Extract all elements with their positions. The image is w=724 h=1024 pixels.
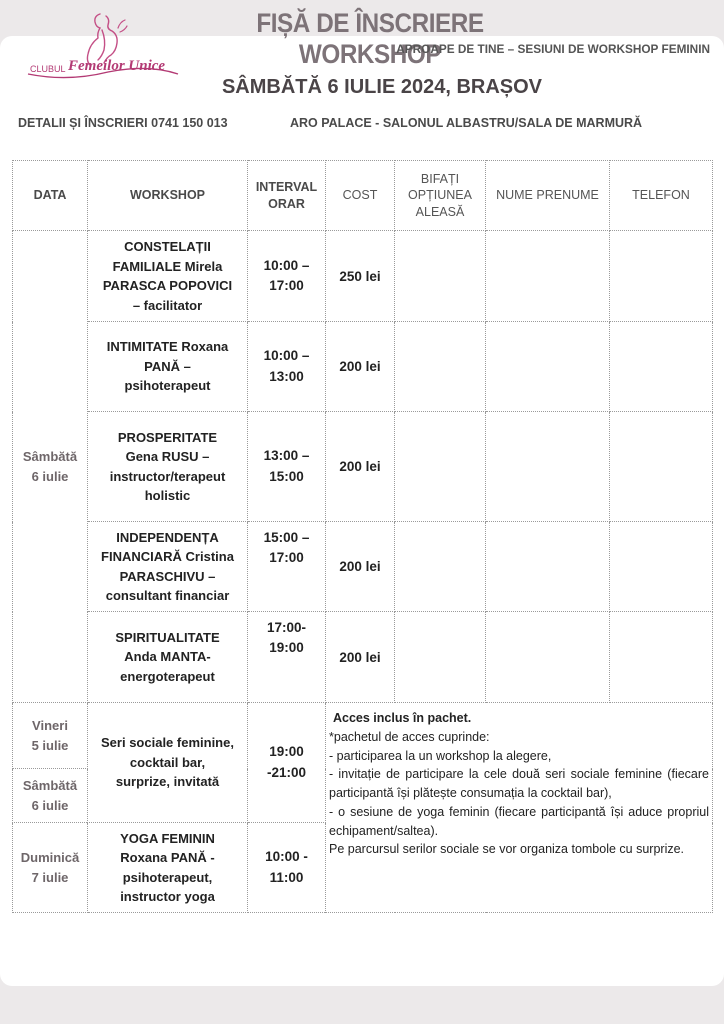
name-input-cell[interactable]	[486, 412, 610, 522]
page-subtitle: APROAPE DE TINE – SESIUNI DE WORKSHOP FEMININ	[396, 42, 710, 56]
phone-input-cell[interactable]	[610, 231, 713, 322]
option-checkbox-cell[interactable]	[395, 522, 486, 612]
name-input-cell[interactable]	[486, 231, 610, 322]
name-input-cell[interactable]	[486, 522, 610, 612]
phone-input-cell[interactable]	[610, 322, 713, 412]
option-checkbox-cell[interactable]	[395, 322, 486, 412]
note-line: - invitație de participare la cele două seri sociale feminine (fiecare participantă își plătește consumația la cocktail bar),	[329, 767, 709, 800]
day-cell-saturday-social: Sâmbătă 6 iulie	[13, 769, 88, 823]
header-bifati: BIFAȚI OPȚIUNEA ALEASĂ	[395, 161, 486, 231]
day-cell-saturday: Sâmbătă 6 iulie	[13, 231, 88, 703]
event-date-heading: SÂMBĂTĂ 6 IULIE 2024, BRAȘOV	[221, 76, 543, 98]
note-line: *pachetul de acces cuprinde:	[329, 729, 490, 744]
table-row	[13, 412, 713, 522]
logo-text-name: Femeilor Unice	[68, 58, 166, 74]
note-line: - participarea la un workshop la alegere,	[329, 748, 552, 763]
table-row	[13, 322, 713, 412]
note-heading: Acces inclus în pachet.	[333, 711, 472, 725]
header-telefon: TELEFON	[610, 161, 713, 231]
option-checkbox-cell[interactable]	[395, 612, 486, 703]
table-row	[13, 522, 713, 612]
phone-input-cell[interactable]	[610, 412, 713, 522]
contact-info: DETALII ȘI ÎNSCRIERI 0741 150 013	[18, 116, 228, 130]
workshop-name: INTIMITATE Roxana PANĂ – psihoterapeut	[88, 322, 248, 412]
workshop-cost: 200 lei	[326, 412, 395, 522]
workshop-time: 10:00 – 13:00	[248, 322, 326, 412]
table-header-row	[13, 161, 713, 231]
page-title: FIȘĂ DE ÎNSCRIERE WORKSHOP	[256, 8, 484, 69]
workshop-cost: 200 lei	[326, 612, 395, 703]
workshop-name: INDEPENDENȚA FINANCIARĂ Cristina PARASCHIVU – consultant financiar	[88, 522, 248, 612]
workshop-time: 13:00 – 15:00	[248, 412, 326, 522]
note-line: Pe parcursul serilor sociale se vor organiza tombole cu surprize.	[329, 842, 685, 857]
day-cell-sunday: Duminică 7 iulie	[13, 823, 88, 913]
header-nume-prenume: NUME PRENUME	[486, 161, 610, 231]
option-checkbox-cell[interactable]	[395, 412, 486, 522]
venue-info: ARO PALACE - SALONUL ALBASTRU/SALA DE MARMURĂ	[290, 116, 643, 130]
workshop-name: CONSTELAȚII FAMILIALE Mirela PARASCA POPOVICI – facilitator	[88, 231, 248, 322]
workshop-cost: 200 lei	[326, 322, 395, 412]
header-interval: INTERVAL ORAR	[248, 161, 326, 231]
table-row	[13, 612, 713, 703]
header-workshop: WORKSHOP	[88, 161, 248, 231]
name-input-cell[interactable]	[486, 322, 610, 412]
social-event-name: Seri sociale feminine, cocktail bar, surprize, invitată	[88, 703, 248, 823]
club-logo	[22, 8, 182, 86]
workshop-time: 10:00 – 17:00	[248, 231, 326, 322]
workshop-name: PROSPERITATE Gena RUSU – instructor/terapeut holistic	[88, 412, 248, 522]
workshop-name: SPIRITUALITATE Anda MANTA- energoterapeut	[88, 612, 248, 703]
name-input-cell[interactable]	[486, 612, 610, 703]
workshop-time: 17:00- 19:00	[248, 612, 326, 703]
phone-input-cell[interactable]	[610, 522, 713, 612]
phone-input-cell[interactable]	[610, 612, 713, 703]
option-checkbox-cell[interactable]	[395, 231, 486, 322]
table-row	[13, 231, 713, 322]
yoga-time: 10:00 - 11:00	[248, 823, 326, 913]
package-note	[326, 703, 713, 913]
day-cell-friday: Vineri 5 iulie	[13, 703, 88, 769]
workshop-cost: 250 lei	[326, 231, 395, 322]
logo-text-top: CLUBUL	[30, 64, 66, 74]
header-data: DATA	[13, 161, 88, 231]
table-row-social-friday	[13, 703, 713, 769]
woman-silhouette-icon	[22, 8, 182, 86]
workshop-time: 15:00 – 17:00	[248, 522, 326, 612]
note-line: - o sesiune de yoga feminin (fiecare participantă își aduce propriul echipament/saltea).	[329, 804, 709, 838]
header-cost: COST	[326, 161, 395, 231]
social-event-time: 19:00 -21:00	[248, 703, 326, 823]
registration-table	[12, 160, 713, 913]
workshop-cost: 200 lei	[326, 522, 395, 612]
yoga-name: YOGA FEMININ Roxana PANĂ - psihoterapeut, instructor yoga	[88, 823, 248, 913]
